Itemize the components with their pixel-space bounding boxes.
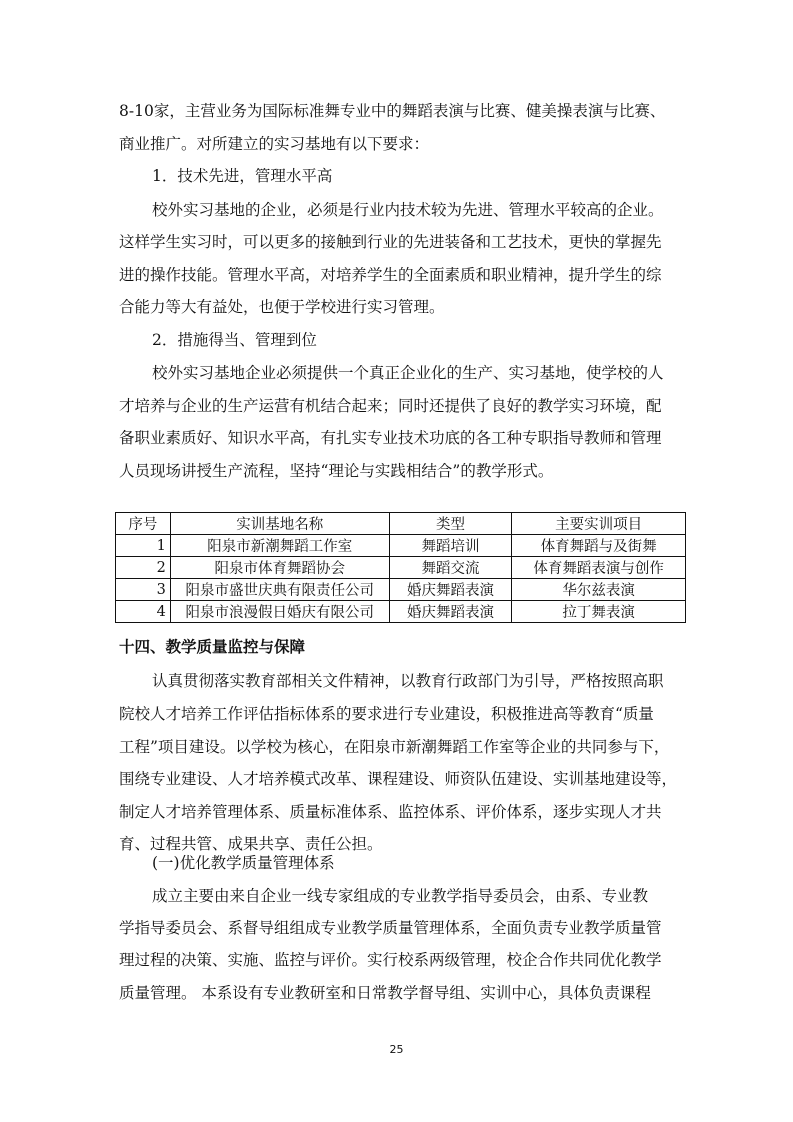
- paragraph-line: 进的操作技能。管理水平高，对培养学生的全面素质和职业精神，提升学生的综: [119, 266, 662, 284]
- paragraph-line: 合能力等大有益处，也便于学校进行实习管理。: [119, 298, 445, 316]
- paragraph-line: 8-10家，主营业务为国际标准舞专业中的舞蹈表演与比赛、健美操表演与比赛、: [119, 102, 666, 120]
- subsection-heading: (一)优化教学质量管理体系: [152, 854, 335, 872]
- section-heading: 十四、教学质量监控与保障: [119, 638, 306, 656]
- paragraph-line: 商业推广。对所建立的实习基地有以下要求：: [119, 135, 430, 153]
- table-row: [116, 601, 686, 623]
- header-project: 主要实训项目: [512, 513, 686, 535]
- cell-index: 2: [116, 557, 171, 579]
- cell-project: 体育舞蹈与及街舞: [512, 535, 686, 557]
- cell-type: 婚庆舞蹈表演: [389, 579, 512, 601]
- paragraph-line: 校外实习基地企业必须提供一个真正企业化的生产、实习基地，使学校的人: [152, 364, 664, 382]
- cell-base-name: 阳泉市浪漫假日婚庆有限公司: [170, 601, 389, 623]
- header-type: 类型: [389, 513, 512, 535]
- paragraph-line: 质量管理。 本系设有专业教研室和日常教学督导组、实训中心，具体负责课程: [119, 984, 651, 1002]
- cell-type: 婚庆舞蹈表演: [389, 601, 512, 623]
- table-header-row: [116, 513, 686, 535]
- page-number: 25: [389, 1043, 404, 1056]
- cell-index: 4: [116, 601, 171, 623]
- cell-base-name: 阳泉市新潮舞蹈工作室: [170, 535, 389, 557]
- cell-index: 1: [116, 535, 171, 557]
- table-row: [116, 557, 686, 579]
- paragraph-line: 成立主要由来自企业一线专家组成的专业教学指导委员会，由系、专业教: [152, 887, 649, 905]
- paragraph-line: 院校人才培养工作评估指标体系的要求进行专业建设，积极推进高等教育“质量: [119, 705, 654, 723]
- paragraph-line: 备职业素质好、知识水平高，有扎实专业技术功底的各工种专职指导教师和管理: [119, 429, 662, 447]
- header-index: 序号: [116, 513, 171, 535]
- subheading-measures: 2．措施得当、管理到位: [152, 331, 317, 349]
- paragraph-line: 制定人才培养管理体系、质量标准体系、监控体系、评价体系，逐步实现人才共: [119, 803, 662, 821]
- cell-project: 拉丁舞表演: [512, 601, 686, 623]
- cell-project: 华尔兹表演: [512, 579, 686, 601]
- paragraph-line: 才培养与企业的生产运营有机结合起来；同时还提供了良好的教学实习环境，配: [119, 397, 662, 415]
- paragraph-line: 人员现场讲授生产流程，坚持“理论与实践相结合”的教学形式。: [119, 462, 554, 480]
- cell-base-name: 阳泉市盛世庆典有限责任公司: [170, 579, 389, 601]
- paragraph-line: 围绕专业建设、人才培养模式改革、课程建设、师资队伍建设、实训基地建设等，: [119, 770, 678, 788]
- training-base-table: [115, 512, 686, 623]
- cell-base-name: 阳泉市体育舞蹈协会: [170, 557, 389, 579]
- cell-project: 体育舞蹈表演与创作: [512, 557, 686, 579]
- paragraph-line: 育、过程共管、成果共享、责任公担。: [119, 835, 383, 853]
- paragraph-line: 工程”项目建设。以学校为核心，在阳泉市新潮舞蹈工作室等企业的共同参与下，: [119, 738, 670, 756]
- paragraph-line: 学指导委员会、系督导组组成专业教学质量管理体系，全面负责专业教学质量管: [119, 919, 662, 937]
- subheading-tech-advanced: 1．技术先进，管理水平高: [152, 167, 333, 185]
- paragraph-line: 认真贯彻落实教育部相关文件精神，以教育行政部门为引导，严格按照高职: [152, 672, 664, 690]
- table-row: [116, 535, 686, 557]
- header-base-name: 实训基地名称: [170, 513, 389, 535]
- paragraph-line: 这样学生实习时，可以更多的接触到行业的先进装备和工艺技术，更快的掌握先: [119, 233, 662, 251]
- cell-type: 舞蹈交流: [389, 557, 512, 579]
- paragraph-line: 校外实习基地的企业，必须是行业内技术较为先进、管理水平较高的企业。: [152, 201, 664, 219]
- cell-index: 3: [116, 579, 171, 601]
- paragraph-line: 理过程的决策、实施、监控与评价。实行校系两级管理，校企合作共同优化教学: [119, 951, 662, 969]
- cell-type: 舞蹈培训: [389, 535, 512, 557]
- table-row: [116, 579, 686, 601]
